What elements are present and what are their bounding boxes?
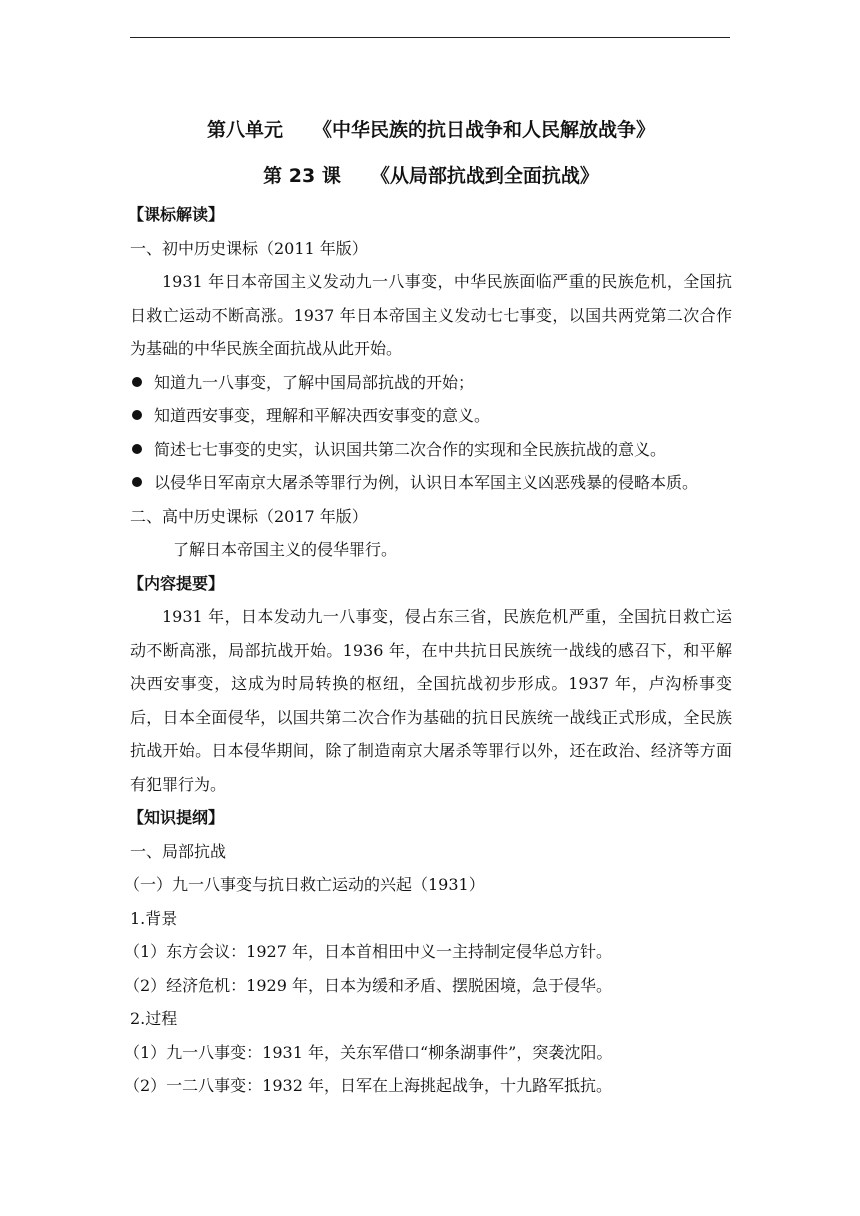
background-item: （2）经济危机：1929 年，日本为缓和矛盾、摆脱困境，急于侵华。	[124, 975, 612, 995]
bullet-icon	[132, 444, 142, 454]
curriculum-heading: 【课标解读】	[128, 205, 225, 224]
bullet-text: 知道西安事变，理解和平解决西安事变的意义。	[154, 406, 491, 425]
document-body	[124, 110, 732, 1103]
curriculum-bullet-item	[130, 366, 732, 400]
lesson-title	[130, 156, 732, 196]
bullet-text: 以侵华日军南京大屠杀等罪行为例，认识日本军国主义凶恶残暴的侵略本质。	[154, 473, 699, 492]
header-rule	[130, 37, 730, 38]
unit-title-prefix: 第八单元	[206, 119, 283, 141]
senior-curriculum-text: 了解日本帝国主义的侵华罪行。	[173, 540, 398, 559]
lesson-title-name: 《从局部抗战到全面抗战》	[370, 165, 599, 187]
summary-heading: 【内容提要】	[128, 573, 225, 593]
junior-curriculum-text: 1931 年日本帝国主义发动九一八事变，中华民族面临严重的民族危机，全国抗日救亡运动不断高涨。1937 年日本帝国主义发动七七事变，以国共两党第二次合作为基础的中华民族全面抗战从此开始。	[130, 272, 732, 358]
summary-text: 1931 年，日本发动九一八事变，侵占东三省，民族危机严重，全国抗日救亡运动不断高涨，局部抗战开始。1936 年，在中共抗日民族统一战线的感召下，和平解决西安事变，这成为时局转换的枢纽，全国抗战初步形成。1937 年，卢沟桥事变后，日本全面侵华，以国共第二次合作为基础的抗日民族统一战线正式形成，全民族抗战开始。日本侵华期间，除了制造南京大屠杀等罪行以外，还在政治、经济等方面有犯罪行为。	[130, 607, 732, 794]
senior-curriculum-heading: 二、高中历史课标（2017 年版）	[130, 506, 368, 526]
junior-curriculum-heading: 一、初中历史课标（2011 年版）	[130, 238, 368, 258]
process-item: （2）一二八事变：1932 年，日军在上海挑起战争，十九路军抵抗。	[124, 1076, 612, 1095]
curriculum-bullet-item	[130, 399, 732, 433]
bullet-icon	[132, 477, 142, 487]
curriculum-bullet-item	[130, 433, 732, 467]
bullet-icon	[132, 410, 142, 420]
process-item: （1）九一八事变：1931 年，关东军借口“柳条湖事件”，突袭沈阳。	[124, 1042, 613, 1062]
outline-heading: 【知识提纲】	[128, 808, 225, 827]
outline-part-1-heading: 一、局部抗战	[130, 841, 227, 861]
curriculum-bullet-item	[130, 466, 732, 500]
unit-title-name: 《中华民族的抗日战争和人民解放战争》	[313, 119, 656, 141]
outline-subsection-1: （一）九一八事变与抗日救亡运动的兴起（1931）	[124, 875, 485, 894]
process-heading: 2.过程	[130, 1009, 178, 1028]
bullet-icon	[132, 377, 142, 387]
background-item: （1）东方会议：1927 年，日本首相田中义一主持制定侵华总方针。	[124, 942, 612, 961]
bullet-text: 知道九一八事变，了解中国局部抗战的开始；	[154, 372, 475, 392]
unit-title	[130, 110, 732, 150]
lesson-title-prefix: 第 23 课	[263, 165, 341, 187]
background-heading: 1.背景	[130, 908, 178, 928]
bullet-text: 简述七七事变的史实，认识国共第二次合作的实现和全民族抗战的意义。	[154, 439, 667, 459]
